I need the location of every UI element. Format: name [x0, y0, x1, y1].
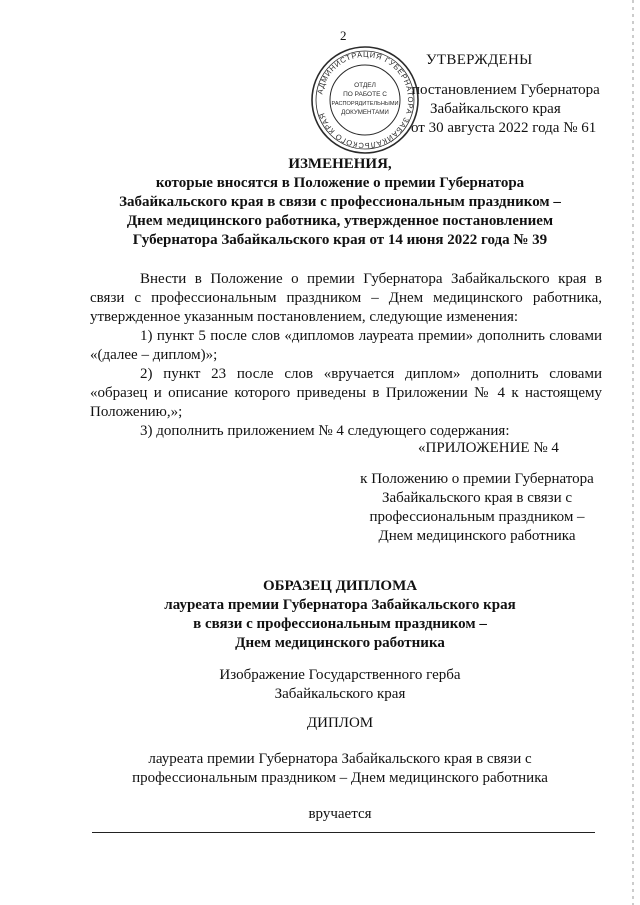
- official-stamp: [310, 45, 420, 155]
- page-number: 2: [340, 28, 347, 43]
- coat-of-arms-line-1: Изображение Государственного герба: [219, 667, 461, 683]
- document-title: [90, 155, 590, 250]
- stamp-line-4: ДОКУМЕНТАМИ: [341, 109, 389, 116]
- diploma-sample-line-3: Днем медицинского работника: [235, 635, 445, 651]
- laureate-text: [90, 750, 590, 788]
- approval-line-2: Забайкальского края: [430, 101, 561, 117]
- stamp-line-1: ОТДЕЛ: [354, 82, 376, 89]
- diploma-word: ДИПЛОМ: [306, 715, 374, 731]
- intro-paragraph: Внести в Положение о премии Губернатора Забайкальского края в связи с профессиональным праздником – Днем медицинского работника, утвержденное указанным постановлением, следующие изменения:: [90, 271, 602, 325]
- appendix-line-2: Забайкальского края в связи с: [381, 490, 573, 506]
- item-1: 1) пункт 5 после слов «дипломов лауреата премии» дополнить словами «(далее – диплом)»;: [90, 328, 602, 363]
- title-line-3: Днем медицинского работника, утвержденное постановлением: [126, 213, 554, 229]
- stamp-line-3: РАСПОРЯДИТЕЛЬНЫМИ: [331, 101, 399, 107]
- approved-heading: УТВЕРЖДЕНЫ: [426, 52, 533, 68]
- appendix-line-1: к Положению о премии Губернатора: [360, 471, 594, 487]
- title-line-1: которые вносятся в Положение о премии Губернатора: [155, 175, 525, 191]
- awarded-text: вручается: [308, 806, 372, 822]
- stamp-line-2: ПО РАБОТЕ С: [343, 91, 387, 98]
- stamp-ring-text: АДМИНИСТРАЦИЯ ГУБЕРНАТОРА ЗАБАЙКАЛЬСКОГО КРАЯ: [315, 49, 416, 151]
- coat-of-arms-note: [90, 666, 590, 704]
- diploma-sample-line-1: лауреата премии Губернатора Забайкальского края: [164, 597, 516, 613]
- approval-line-1: постановлением Губернатора: [412, 82, 600, 98]
- diploma-sample-title: [90, 577, 590, 653]
- diploma-sample-line-2: в связи с профессиональным праздником –: [193, 616, 487, 632]
- appendix-reference: [352, 470, 602, 546]
- approval-line-3: от 30 августа 2022 года № 61: [411, 120, 597, 136]
- title-line-4: Губернатора Забайкальского края от 14 июня 2022 года № 39: [132, 232, 548, 248]
- item-2: 2) пункт 23 после слов «вручается диплом» дополнить словами «образец и описание которого приведены в Приложении № 4 к настоящему Положению,»;: [90, 366, 602, 420]
- appendix-label: «ПРИЛОЖЕНИЕ № 4: [418, 440, 559, 456]
- laureate-line-2: профессиональным праздником – Днем медицинского работника: [132, 770, 548, 786]
- appendix-line-3: профессиональным праздником –: [369, 509, 585, 525]
- coat-of-arms-line-2: Забайкальского края: [274, 686, 406, 702]
- diploma-sample-heading: ОБРАЗЕЦ ДИПЛОМА: [262, 578, 418, 594]
- laureate-line-1: лауреата премии Губернатора Забайкальского края в связи с: [148, 751, 532, 767]
- title-heading: ИЗМЕНЕНИЯ,: [288, 156, 392, 172]
- title-line-2: Забайкальского края в связи с профессиональным праздником –: [119, 194, 561, 210]
- item-3: 3) дополнить приложением № 4 следующего содержания:: [140, 423, 510, 439]
- signature-line: [92, 832, 595, 833]
- scan-edge: [632, 0, 634, 905]
- appendix-line-4: Днем медицинского работника: [378, 528, 576, 544]
